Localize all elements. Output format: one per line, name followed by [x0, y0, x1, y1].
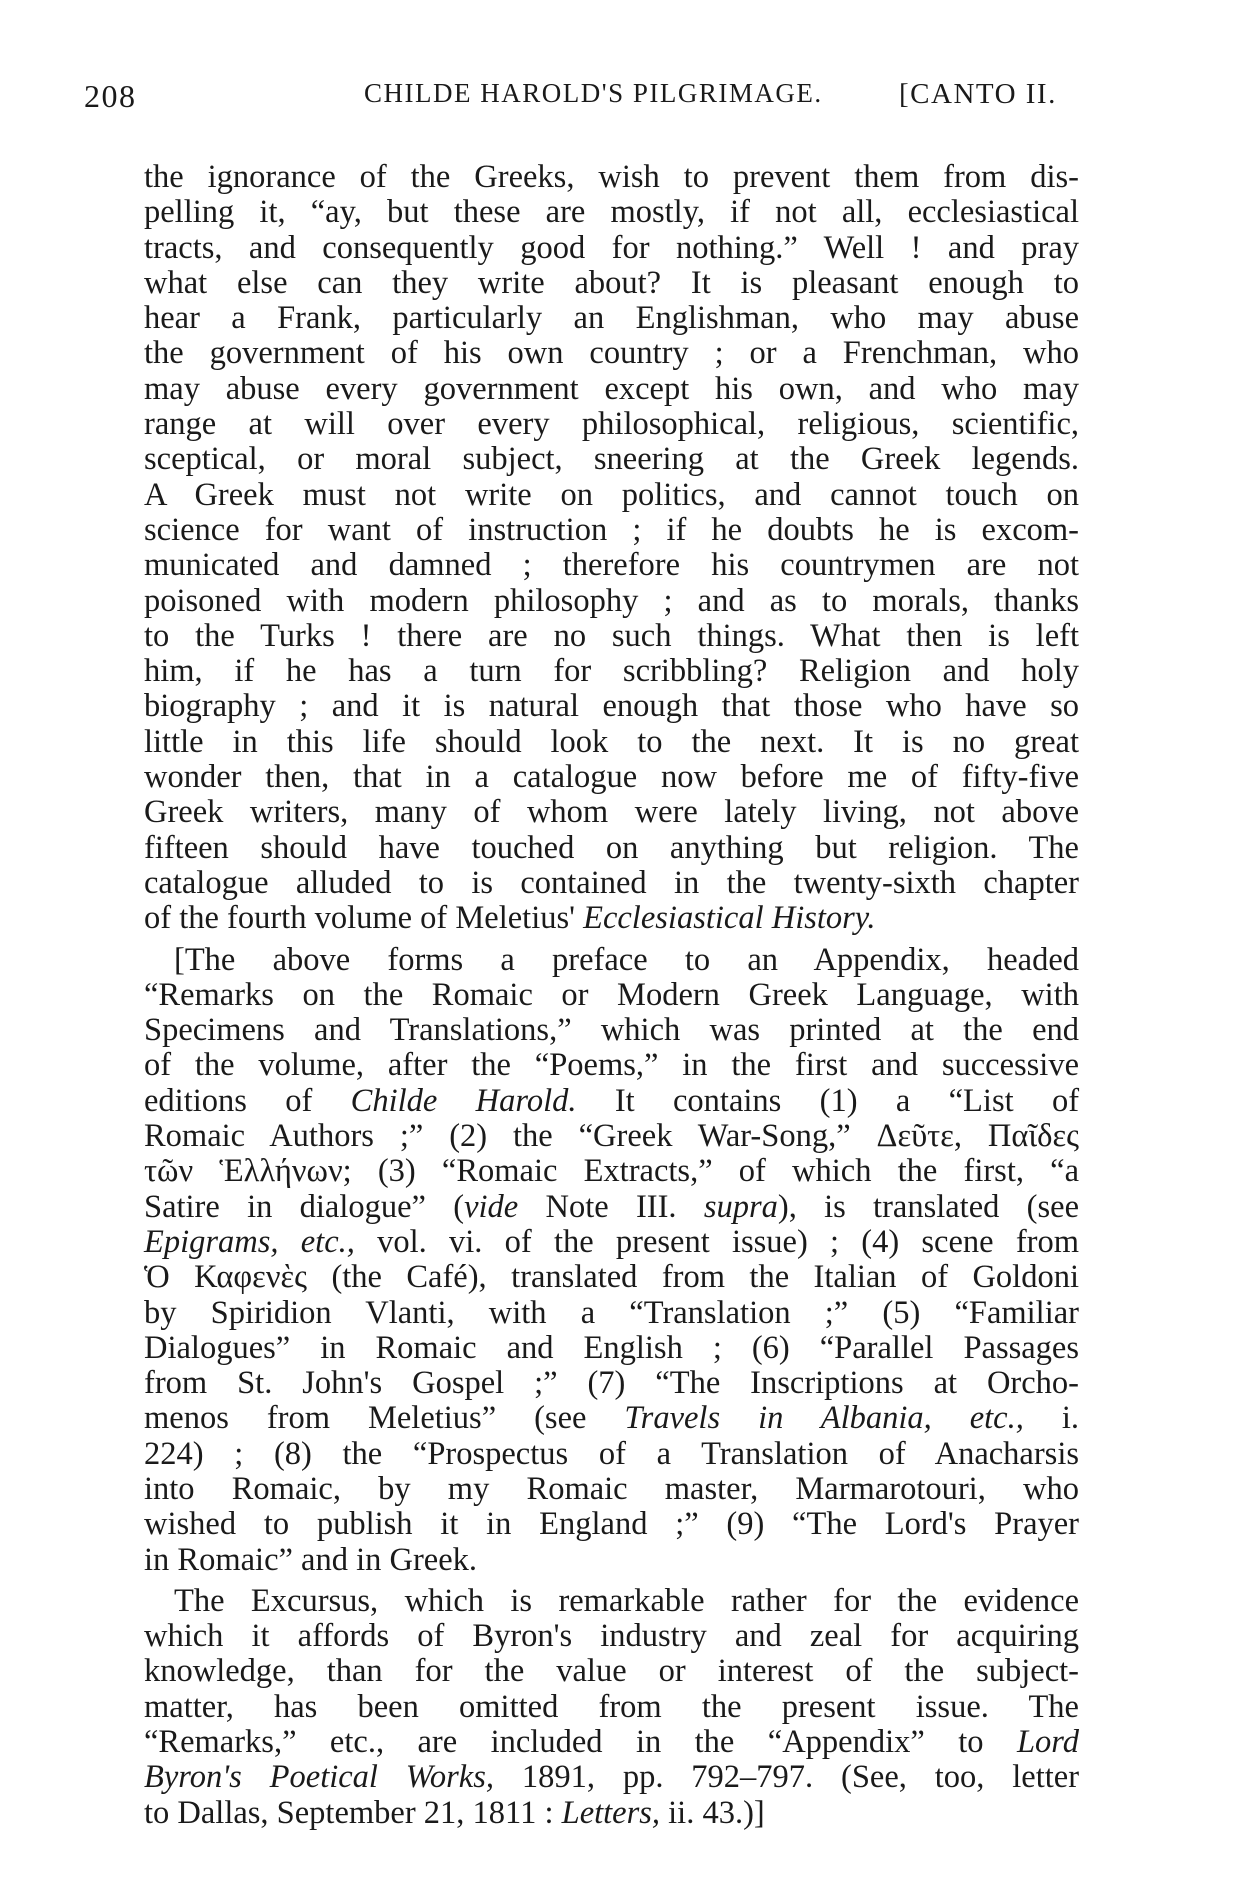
text-line: what else can they write about? It is pleasant enough to: [144, 264, 1079, 301]
book-title-poetical-works: Byron's Poetical Works,: [144, 1759, 494, 1796]
text-segment: ), is translated (see: [777, 1188, 1079, 1225]
text-line: by Spiridion Vlanti, with a “Translation ;” (5) “Familiar: [144, 1294, 1079, 1331]
text-line: wished to publish it in England ;” (9) “The Lord's Prayer: [144, 1506, 1079, 1543]
text-line: poisoned with modern philosophy ; and as to morals, thanks: [144, 582, 1079, 619]
italic-supra: supra: [703, 1188, 778, 1225]
text-line: Greek writers, many of whom were lately living, not above: [144, 794, 1079, 831]
text-line: into Romaic, by my Romaic master, Marmarotouri, who: [144, 1470, 1079, 1507]
text-line: the ignorance of the Greeks, wish to prevent them from dis-: [144, 159, 1079, 195]
text-segment: 1891, pp. 792–797. (See, too, letter: [521, 1759, 1080, 1796]
text-line: [144, 1190, 1079, 1225]
text-line: [144, 1760, 1079, 1795]
page-number: 208: [84, 78, 137, 114]
text-segment: to Dallas, September 21, 1811 :: [144, 1794, 554, 1831]
text-line: may abuse every government except his own, and who may: [144, 370, 1079, 407]
text-line: knowledge, than for the value or interest of the subject-: [144, 1653, 1079, 1690]
text-segment: editions of: [144, 1082, 313, 1119]
text-line: municated and damned ; therefore his countrymen are not: [144, 547, 1079, 584]
text-line: from St. John's Gospel ;” (7) “The Inscriptions at Orcho-: [144, 1365, 1079, 1402]
text-segment: Note III.: [545, 1188, 677, 1225]
book-title-letters: Letters,: [561, 1794, 661, 1831]
text-line: biography ; and it is natural enough that those who have so: [144, 688, 1079, 725]
text-line: [144, 1225, 1079, 1260]
text-line: matter, has been omitted from the present issue. The: [144, 1688, 1079, 1725]
text-line: Specimens and Translations,” which was printed at the end: [144, 1012, 1079, 1049]
book-title-lord: Lord: [1016, 1724, 1079, 1761]
text-line: which it affords of Byron's industry and zeal for acquiring: [144, 1618, 1079, 1655]
canto-label: [CANTO II.: [899, 78, 1057, 110]
running-header: [84, 78, 1084, 128]
text-line: Romaic Authors ;” (2) the “Greek War-Song,” Δεῦτε, Παῖδες: [144, 1118, 1079, 1155]
text-line: little in this life should look to the next. It is no great: [144, 723, 1079, 760]
text-segment: ii. 43.)]: [668, 1794, 765, 1831]
book-title-ecclesiastical-history: Ecclesiastical History.: [583, 900, 876, 937]
text-line: The Excursus, which is remarkable rather for the evidence: [174, 1582, 1079, 1619]
text-line: [144, 1725, 1079, 1760]
paragraph-3: [144, 1584, 1079, 1831]
text-line: to the Turks ! there are no such things. What then is left: [144, 617, 1079, 654]
text-line: Dialogues” in Romaic and English ; (6) “Parallel Passages: [144, 1329, 1079, 1366]
text-line: τῶν Ἑλλήνων; (3) “Romaic Extracts,” of which the first, “a: [144, 1153, 1079, 1190]
text-segment: i.: [1061, 1400, 1079, 1437]
paragraph-2: [144, 943, 1079, 1578]
text-segment: Satire in dialogue” (: [144, 1188, 465, 1225]
italic-vide: vide: [464, 1188, 519, 1225]
text-segment: menos from Meletius” (see: [144, 1400, 587, 1437]
text-line: [144, 901, 1079, 936]
book-title-childe-harold: Childe Harold.: [350, 1082, 577, 1119]
paragraph-1: [144, 160, 1079, 937]
text-line: wonder then, that in a catalogue now before me of fifty-five: [144, 759, 1079, 796]
text-line: catalogue alluded to is contained in the twenty-sixth chapter: [144, 864, 1079, 901]
text-segment: It contains (1) a “List of: [614, 1082, 1080, 1119]
text-line: sceptical, or moral subject, sneering at the Greek legends.: [144, 441, 1079, 478]
text-line: fifteen should have touched on anything but religion. The: [144, 829, 1079, 866]
text-line: tracts, and consequently good for nothing.” Well ! and pray: [144, 229, 1079, 266]
text-line: Ὁ Καφενὲς (the Café), translated from the Italian of Goldoni: [144, 1259, 1079, 1296]
text-line: him, if he has a turn for scribbling? Religion and holy: [144, 653, 1079, 690]
text-line: 224) ; (8) the “Prospectus of a Translation of Anacharsis: [144, 1435, 1079, 1472]
text-line: pelling it, “ay, but these are mostly, if not all, ecclesiastical: [144, 194, 1079, 231]
text-segment: vol. vi. of the present issue) ; (4) scene from: [377, 1223, 1079, 1260]
text-line: in Romaic” and in Greek.: [144, 1541, 478, 1578]
book-title-travels-in-albania: Travels in Albania, etc.,: [624, 1400, 1024, 1437]
text-segment: of the fourth volume of Meletius': [144, 900, 575, 937]
text-line: hear a Frank, particularly an Englishman, who may abuse: [144, 300, 1079, 337]
text-line: range at will over every philosophical, religious, scientific,: [144, 406, 1079, 443]
running-title: CHILDE HAROLD'S PILGRIMAGE.: [364, 78, 823, 108]
book-title-epigrams: Epigrams, etc.,: [144, 1223, 355, 1260]
text-segment: “Remarks,” etc., are included in the “Appendix” to: [144, 1724, 984, 1761]
text-line: science for want of instruction ; if he doubts he is excom-: [144, 511, 1079, 548]
text-line: the government of his own country ; or a Frenchman, who: [144, 335, 1079, 372]
text-line: A Greek must not write on politics, and cannot touch on: [144, 476, 1079, 513]
body-text: [144, 160, 1079, 1831]
text-line: [The above forms a preface to an Appendix, headed: [174, 941, 1079, 978]
text-line: [144, 1796, 1079, 1831]
text-line: “Remarks on the Romaic or Modern Greek Language, with: [144, 976, 1079, 1013]
text-line: [144, 1401, 1079, 1436]
text-line: of the volume, after the “Poems,” in the first and successive: [144, 1047, 1079, 1084]
text-line: [144, 1084, 1079, 1119]
